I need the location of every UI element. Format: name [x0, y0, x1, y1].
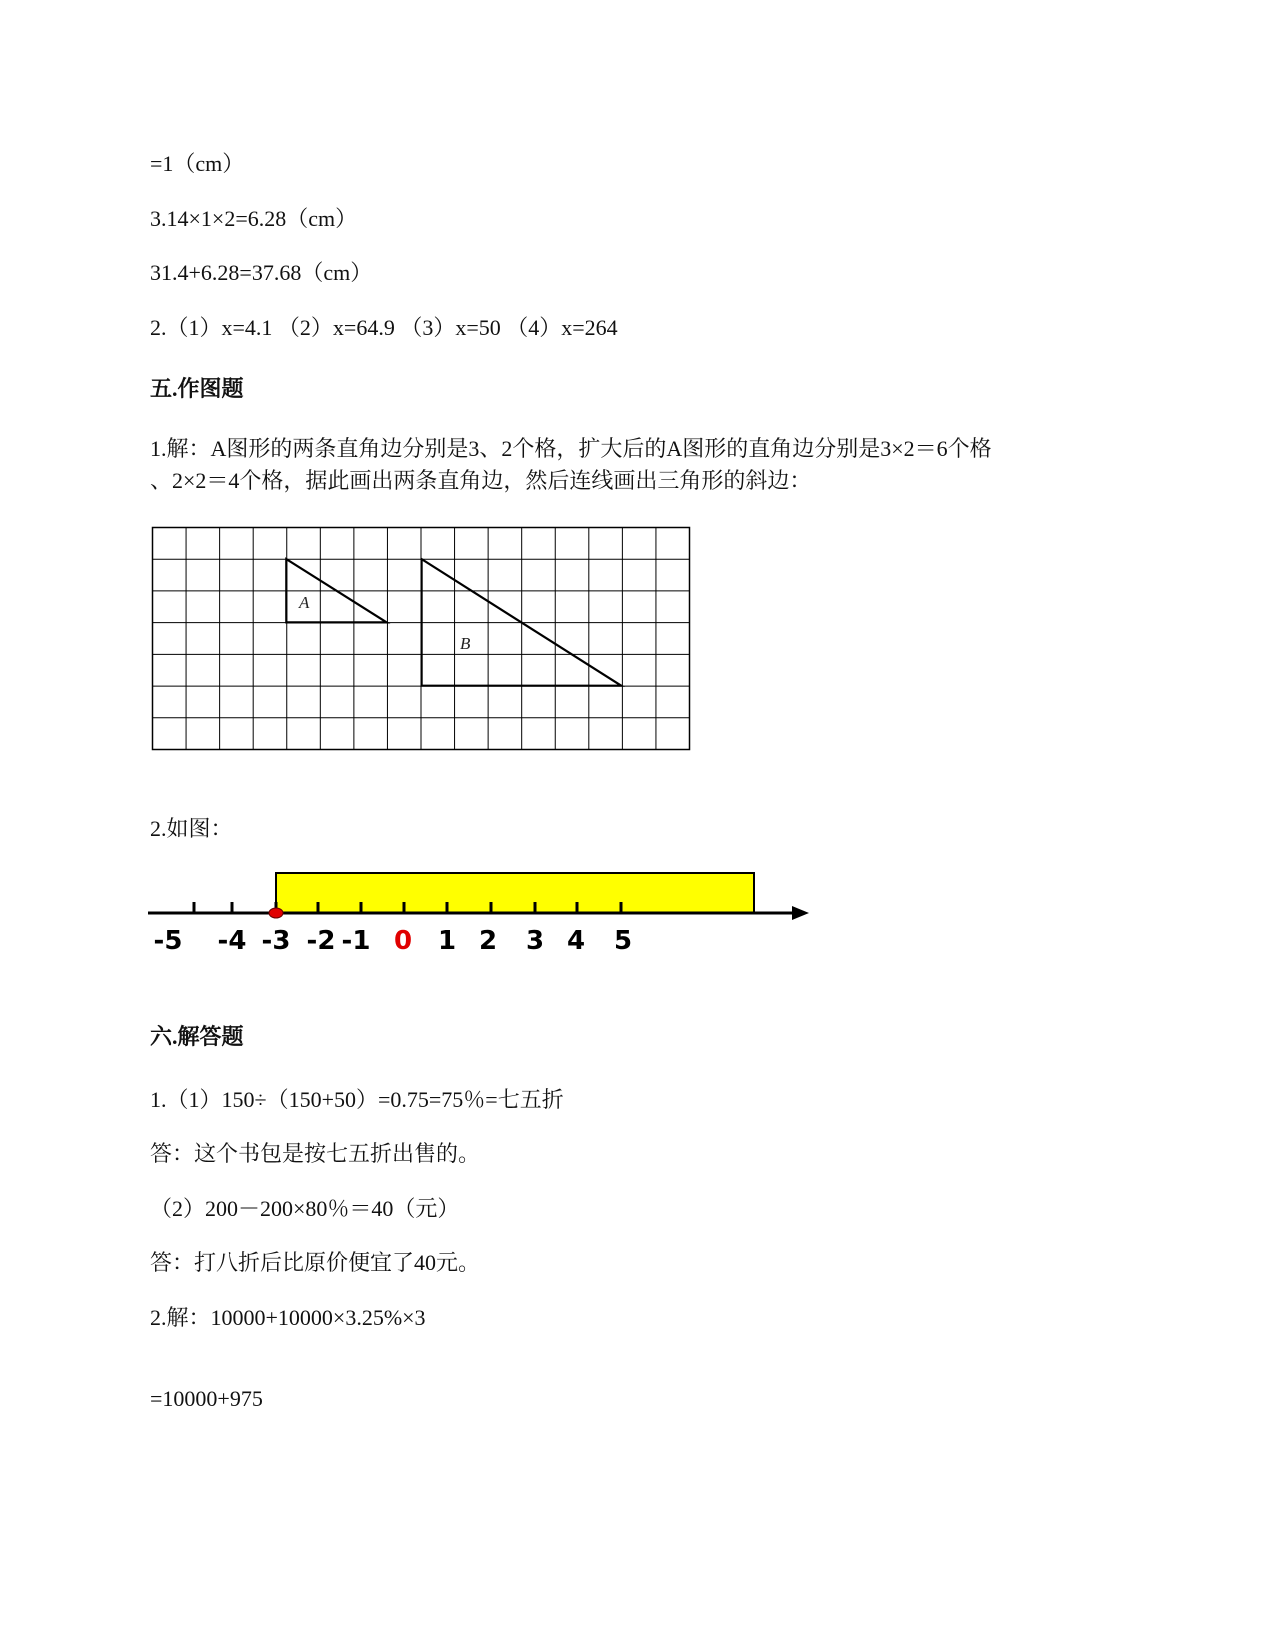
tick-label: 1: [437, 926, 457, 956]
number-line-arrow: [792, 906, 809, 920]
triangle-b-label: B: [460, 634, 471, 653]
section-6-line-5: 2.解：10000+10000×3.25%×3: [150, 1305, 426, 1330]
tick-label: 3: [525, 926, 545, 956]
calc-line-2: 3.14×1×2=6.28（cm）: [150, 206, 358, 231]
number-line-labels: [154, 926, 632, 956]
highlight-range: [276, 873, 754, 913]
grid-figure: [152, 527, 692, 752]
number-line-figure: [140, 860, 820, 970]
section-5-heading: 五.作图题: [150, 376, 244, 401]
q1-text-line-1: 1.解：A图形的两条直角边分别是3、2个格，扩大后的A图形的直角边分别是3×2＝6个格: [150, 436, 992, 461]
tick-label: 2: [478, 926, 498, 956]
tick-label: -3: [261, 926, 291, 956]
calc-line-1: =1（cm）: [150, 151, 245, 176]
start-point-marker: [269, 908, 283, 918]
tick-label: -2: [306, 926, 336, 956]
tick-label: -4: [217, 926, 247, 956]
calc-line-3: 31.4+6.28=37.68（cm）: [150, 260, 373, 285]
section-6-line-1: 1.（1）150÷（150+50）=0.75=75％=七五折: [150, 1087, 564, 1112]
section-6-line-4: 答：打八折后比原价便宜了40元。: [150, 1250, 481, 1275]
section-5-q2-text: 2.如图：: [150, 816, 233, 841]
section-6-line-3: （2）200－200×80％＝40（元）: [150, 1196, 460, 1221]
answer-line-equations: 2.（1）x=4.1 （2）x=64.9 （3）x=50 （4）x=264: [150, 315, 618, 340]
section-6-heading: 六.解答题: [150, 1024, 244, 1049]
section-6-line-2: 答：这个书包是按七五折出售的。: [150, 1141, 481, 1166]
section-6-line-6: =10000+975: [150, 1386, 263, 1411]
tick-label: 0: [393, 926, 413, 956]
triangle-a-label: A: [299, 593, 310, 612]
section-5-q1-text: [150, 433, 1110, 497]
tick-label: 4: [566, 926, 586, 956]
q1-text-line-2: 、2×2＝4个格，据此画出两条直角边，然后连线画出三角形的斜边：: [150, 468, 812, 493]
tick-label: -1: [341, 926, 371, 956]
tick-label: -5: [153, 926, 183, 956]
tick-label: 5: [613, 926, 633, 956]
